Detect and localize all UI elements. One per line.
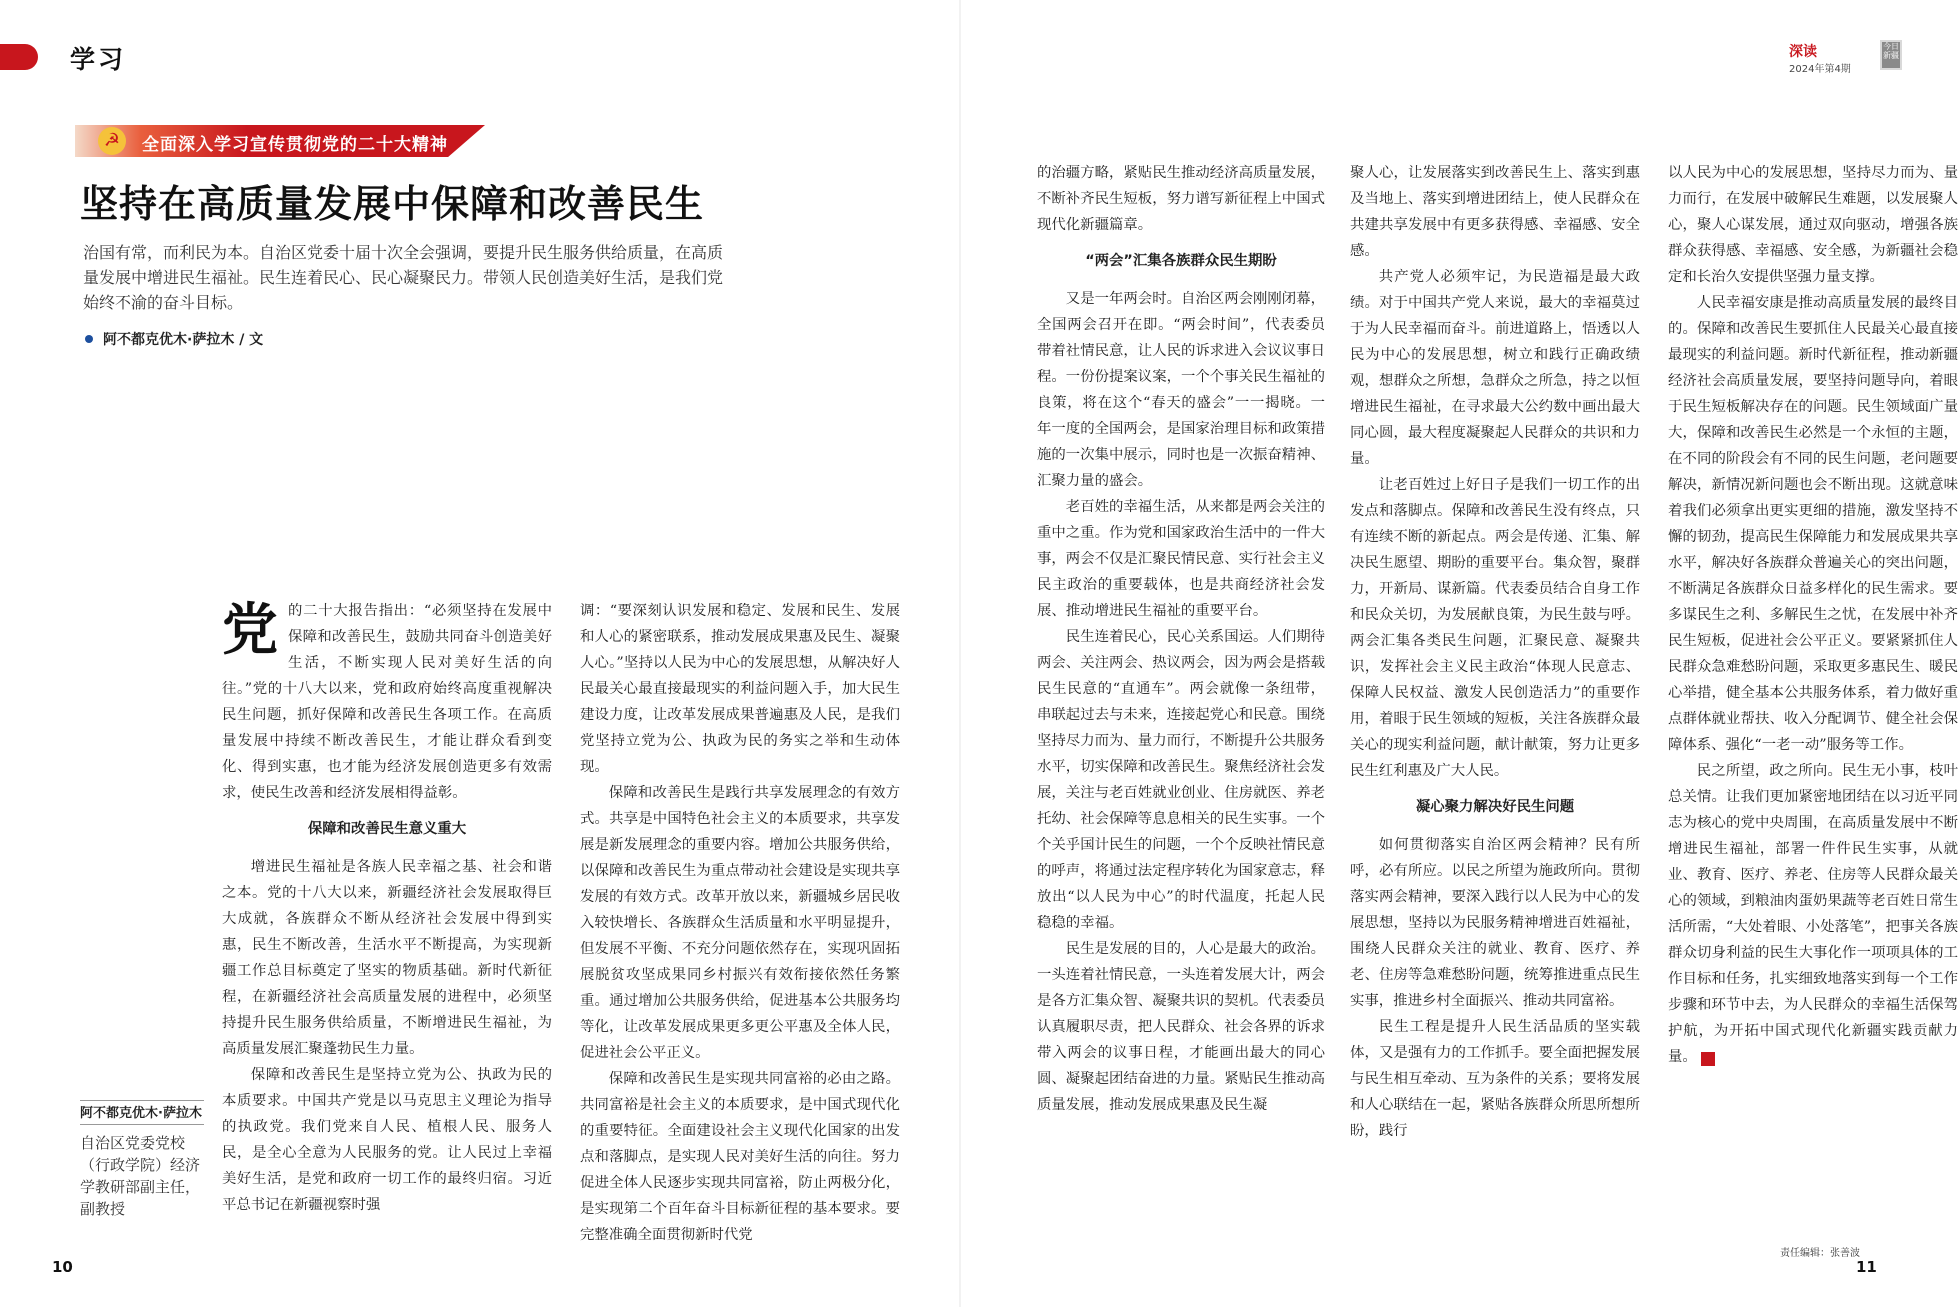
article-byline	[85, 329, 263, 349]
responsible-editor: 责任编辑：张善波	[1780, 1248, 1860, 1259]
section-label: 学习	[70, 45, 127, 74]
paragraph: 如何贯彻落实自治区两会精神？民有所呼，必有所应。以民之所望为施政所向。贯彻落实两会精神，要深入践行以人民为中心的发展思想，坚持以为民服务精神增进百姓福祉，围绕人民群众关注的就业、教育、医疗、养老、住房等急难愁盼问题，统筹推进重点民生实事，推进乡村全面振兴、推动共同富裕。	[1350, 837, 1640, 1009]
page-number-left: 10	[52, 1258, 73, 1276]
paragraph: 老百姓的幸福生活，从来都是两会关注的重中之重。作为党和国家政治生活中的一件大事，两会不仅是汇聚民情民意、实行社会主义民主政治的重要载体，也是共商经济社会发展、推动增进民生福祉的重要平台。	[1037, 499, 1325, 619]
paragraph: 调：“要深刻认识发展和稳定、发展和民生、发展和人心的紧密联系，推动发展成果惠及民生、凝聚人心。”坚持以人民为中心的发展思想，从解决好人民最关心最直接最现实的利益问题入手，加大民生建设力度，让改革发展成果普遍惠及人民，是我们党坚持立党为公、执政为民的务实之举和生动体现。	[580, 603, 900, 775]
article-column-4	[1350, 160, 1640, 1255]
spread-gutter	[959, 0, 961, 1307]
section-tab	[0, 44, 38, 70]
paragraph: 保障和改善民生是实现共同富裕的必由之路。共同富裕是社会主义的本质要求，是中国式现代化的重要特征。全面建设社会主义现代化国家的出发点和落脚点，是实现人民对美好生活的向往。努力促进全体人民逐步实现共同富裕，防止两极分化，是实现第二个百年奋斗目标新征程的基本要求。要完整准确全面贯彻新时代党	[580, 1071, 900, 1243]
byline-dot-icon	[85, 335, 93, 343]
paragraph: 保障和改善民生是践行共享发展理念的有效方式。共享是中国特色社会主义的本质要求，共享发展是新发展理念的重要内容。增加公共服务供给，以保障和改善民生为重点带动社会建设是实现共享发展的有效方式。改革开放以来，新疆城乡居民收入较快增长、各族群众生活质量和水平明显提升，但发展不平衡、不充分问题依然存在，实现巩固拓展脱贫攻坚成果同乡村振兴有效衔接依然任务繁重。通过增加公共服务供给，促进基本公共服务均等化，让改革发展成果更多更公平惠及全体人民，促进社会公平正义。	[580, 785, 900, 1061]
paragraph: 又是一年两会时。自治区两会刚刚闭幕，全国两会召开在即。“两会时间”，代表委员带着社情民意，让人民的诉求进入会议议事日程。一份份提案议案，一个个事关民生福祉的良策，将在这个“春天的盛会”一一揭晓。一年一度的全国两会，是国家治理目标和政策措施的一次集中展示，同时也是一次振奋精神、汇聚力量的盛会。	[1037, 291, 1325, 489]
paragraph-text: 民之所望，政之所向。民生无小事，枝叶总关情。让我们更加紧密地团结在以习近平同志为核心的党中央周围，在高质量发展中不断增进民生福祉，部署一件件民生实事，从就业、教育、医疗、养老、住房等人民群众最关心的领域，到粮油肉蛋奶果蔬等老百姓日常生活所需，“大处着眼、小处落笔”，把事关各族群众切身利益的民生大事化作一项项具体的工作目标和任务，扎实细致地落实到每一个工作步骤和环节中去，为人民群众的幸福生活保驾护航，为开拓中国式现代化新疆实践贡献力量。	[1668, 763, 1958, 1065]
magazine-name: 深读	[1789, 44, 1817, 60]
paragraph	[1668, 758, 1958, 1070]
paragraph: 的二十大报告指出：“必须坚持在发展中保障和改善民生，鼓励共同奋斗创造美好生活，不断实现人民对美好生活的向往。”党的十八大以来，党和政府始终高度重视解决民生问题，抓好保障和改善民生各项工作。在高质量发展中持续不断改善民生，才能让群众看到变化、得到实惠，也才能为经济发展创造更多有效需求，使民生改善和经济发展相得益彰。	[222, 603, 552, 801]
paragraph: 的治疆方略，紧贴民生推动经济高质量发展，不断补齐民生短板，努力谱写新征程上中国式现代化新疆篇章。	[1037, 165, 1325, 233]
section-heading: “两会”汇集各族群众民生期盼	[1085, 253, 1277, 269]
paragraph: 增进民生福祉是各族人民幸福之基、社会和谐之本。党的十八大以来，新疆经济社会发展取得巨大成就，各族群众不断从经济社会发展中得到实惠，民生不断改善，生活水平不断提高，为实现新疆工作总目标奠定了坚实的物质基础。新时代新征程，在新疆经济社会高质量发展的进程中，必须坚持提升民生服务供给质量，不断增进民生福祉，为高质量发展汇聚蓬勃民生力量。	[222, 859, 552, 1057]
paragraph: 共产党人必须牢记，为民造福是最大政绩。对于中国共产党人来说，最大的幸福莫过于为人民幸福而奋斗。前进道路上，悟透以人民为中心的发展思想，树立和践行正确政绩观，想群众之所想，急群众之所急，持之以恒增进民生福祉，在寻求最大公约数中画出最大同心圆，最大程度凝聚起人民群众的共识和力量。	[1350, 269, 1640, 467]
author-bio: 自治区党委党校（行政学院）经济学教研部副主任，副教授	[80, 1134, 201, 1218]
paragraph: 保障和改善民生是坚持立党为公、执政为民的本质要求。中国共产党是以马克思主义理论为指导的执政党。我们党来自人民、植根人民、服务人民，是全心全意为人民服务的党。让人民过上幸福美好生活，是党和政府一切工作的最终归宿。习近平总书记在新疆视察时强	[222, 1067, 552, 1213]
paragraph: 民生工程是提升人民生活品质的坚实载体，又是强有力的工作抓手。要全面把握发展与民生相互牵动、互为条件的关系；要将发展和人心联结在一起，紧贴各族群众所思所想所盼，践行	[1350, 1019, 1640, 1139]
paragraph: 聚人心，让发展落实到改善民生上、落实到惠及当地上、落实到增进团结上，使人民群众在共建共享发展中有更多获得感、幸福感、安全感。	[1350, 165, 1640, 259]
author-rule-bottom	[80, 1124, 204, 1125]
article-column-2	[580, 598, 900, 1256]
topic-banner-text: 全面深入学习宣传贯彻党的二十大精神	[142, 135, 448, 155]
paragraph: 让老百姓过上好日子是我们一切工作的出发点和落脚点。保障和改善民生没有终点，只有连续不断的新起点。两会是传递、汇集、解决民生愿望、期盼的重要平台。集众智，聚群力，开新局、谋新篇。代表委员结合自身工作和民众关切，为发展献良策，为民生鼓与呼。两会汇集各类民生问题，汇聚民意、凝聚共识，发挥社会主义民主政治“体现人民意志、保障人民权益、激发人民创造活力”的重要作用，着眼于民生领域的短板，关注各族群众最关心的现实利益问题，献计献策，努力让更多民生红利惠及广大人民。	[1350, 477, 1640, 779]
article-column-3	[1037, 160, 1325, 1255]
paragraph: 人民幸福安康是推动高质量发展的最终目的。保障和改善民生要抓住人民最关心最直接最现实的利益问题。新时代新征程，推动新疆经济社会高质量发展，要坚持问题导向，着眼于民生短板解决存在的问题。民生领域面广量大，保障和改善民生必然是一个永恒的主题，在不同的阶段会有不同的民生问题，老问题要解决，新情况新问题也会不断出现。这就意味着我们必须拿出更实更细的措施，激发坚持不懈的韧劲，提高民生保障能力和发展成果共享水平，解决好各族群众普遍关心的突出问题，不断满足各族群众日益多样化的民生需求。要多谋民生之利、多解民生之忧，在发展中补齐民生短板，促进社会公平正义。要紧紧抓住人民群众急难愁盼问题，采取更多惠民生、暖民心举措，健全基本公共服务体系，着力做好重点群体就业帮扶、收入分配调节、健全社会保障体系、强化“一老一动”服务等工作。	[1668, 295, 1958, 753]
paragraph: 民生连着民心，民心关系国运。人们期待两会、关注两会、热议两会，因为两会是搭载民生民意的“直通车”。两会就像一条纽带，串联起过去与未来，连接起党心和民意。围绕坚持尽力而为、量力而行，不断提升公共服务水平，切实保障和改善民生。聚焦经济社会发展，关注与老百姓就业创业、住房就医、养老托幼、社会保障等息息相关的民生实事。一个个关乎国计民生的问题，一个个反映社情民意的呼声，将通过法定程序转化为国家意志，释放出“以人民为中心”的时代温度，托起人民稳稳的幸福。	[1037, 629, 1325, 931]
section-heading: 凝心聚力解决好民生问题	[1415, 799, 1575, 815]
magazine-logo-mark: 今日新疆	[1882, 42, 1900, 68]
page-number-right: 11	[1856, 1258, 1877, 1276]
author-rule-top	[80, 1100, 204, 1101]
author-name: 阿不都克优木·萨拉木	[80, 1106, 202, 1121]
paragraph: 以人民为中心的发展思想，坚持尽力而为、量力而行，在发展中破解民生难题，以发展聚人心，聚人心谋发展，通过双向驱动，增强各族群众获得感、幸福感、安全感，为新疆社会稳定和长治久安提供坚强力量支撑。	[1668, 165, 1958, 285]
magazine-issue: 2024年第4期	[1789, 64, 1851, 75]
party-emblem-icon: ☭	[98, 127, 126, 155]
article-lead: 治国有常，而利民为本。自治区党委十届十次全会强调，要提升民生服务供给质量，在高质量发展中增进民生福祉。民生连着民心、民心凝聚民力。带领人民创造美好生活，是我们党始终不渝的奋斗目标。	[83, 243, 724, 312]
byline-text: 阿不都克优木·萨拉木 / 文	[103, 332, 264, 348]
paragraph: 民生是发展的目的，人心是最大的政治。一头连着社情民意，一头连着发展大计，两会是各方汇集众智、凝聚共识的契机。代表委员认真履职尽责，把人民群众、社会各界的诉求带入两会的议事日程，才能画出最大的同心圆、凝聚起团结奋进的力量。紧贴民生推动高质量发展，推动发展成果惠及民生凝	[1037, 941, 1325, 1113]
article-column-1	[222, 598, 552, 1256]
end-mark-icon: J	[1701, 1052, 1715, 1066]
section-heading: 保障和改善民生意义重大	[307, 821, 467, 837]
article-title: 坚持在高质量发展中保障和改善民生	[80, 182, 705, 226]
drop-cap: 党	[222, 597, 278, 663]
article-column-5	[1668, 160, 1958, 1255]
